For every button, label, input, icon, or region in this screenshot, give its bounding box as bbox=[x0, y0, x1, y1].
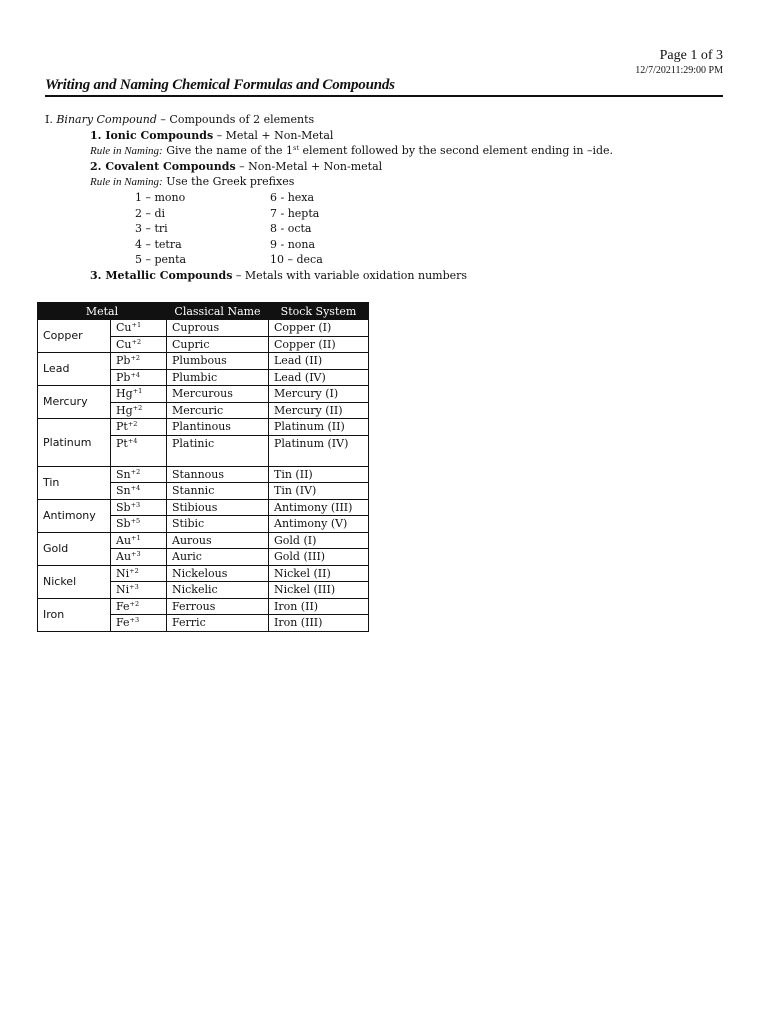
symbol-cell bbox=[111, 549, 167, 566]
metals-table bbox=[37, 302, 369, 632]
metallic-heading: 3. Metallic Compounds bbox=[90, 268, 233, 282]
classical-name: Cuprous bbox=[167, 320, 269, 337]
symbol-cell bbox=[111, 532, 167, 549]
classical-name: Mercuric bbox=[167, 402, 269, 419]
element-symbol: Sb bbox=[116, 517, 131, 530]
ionic-rule-text-a: Give the name of the 1 bbox=[162, 144, 294, 158]
charge: +2 bbox=[129, 599, 140, 608]
prefix-left: 5 – penta bbox=[135, 253, 187, 267]
table-row bbox=[38, 466, 369, 483]
print-date: 12/7/20211:29:00 PM bbox=[635, 65, 723, 76]
metal-name: Tin bbox=[38, 466, 111, 499]
symbol-cell bbox=[111, 336, 167, 353]
classical-name: Cupric bbox=[167, 336, 269, 353]
table-row bbox=[38, 499, 369, 516]
charge: +4 bbox=[127, 436, 138, 445]
stock-name: Gold (III) bbox=[269, 549, 369, 566]
metal-name: Nickel bbox=[38, 565, 111, 598]
prefix-right: 7 - hepta bbox=[270, 206, 320, 220]
title-divider bbox=[45, 95, 723, 97]
ionic-description: – Metal + Non-Metal bbox=[213, 128, 334, 142]
stock-name: Tin (II) bbox=[269, 466, 369, 483]
table-row bbox=[38, 419, 369, 436]
element-symbol: Ni bbox=[116, 566, 130, 580]
classical-name: Auric bbox=[167, 549, 269, 566]
section-number: I. bbox=[45, 113, 53, 126]
stock-name: Antimony (III) bbox=[269, 499, 369, 516]
table-header-row bbox=[38, 303, 369, 320]
symbol-cell bbox=[111, 483, 167, 500]
element-symbol: Sb bbox=[116, 500, 131, 514]
classical-name: Mercurous bbox=[167, 386, 269, 403]
element-symbol: Ni bbox=[116, 583, 130, 596]
table-row bbox=[38, 320, 369, 337]
classical-name: Platinic bbox=[167, 435, 269, 466]
document-title: Writing and Naming Chemical Formulas and Compounds bbox=[45, 77, 395, 93]
classical-name: Ferric bbox=[167, 615, 269, 632]
element-symbol: Hg bbox=[116, 403, 133, 417]
classical-name: Plumbic bbox=[167, 369, 269, 386]
element-symbol: Cu bbox=[116, 321, 132, 334]
prefix-right: 10 – deca bbox=[270, 253, 323, 267]
stock-name: Iron (II) bbox=[269, 598, 369, 615]
charge: +2 bbox=[130, 354, 141, 362]
symbol-cell bbox=[111, 615, 167, 632]
prefix-row bbox=[0, 206, 768, 222]
table-row bbox=[38, 565, 369, 582]
metal-name: Copper bbox=[38, 320, 111, 353]
element-symbol: Au bbox=[116, 550, 132, 563]
metallic-description: – Metals with variable oxidation numbers bbox=[232, 268, 468, 282]
classical-name: Stibic bbox=[167, 516, 269, 533]
stock-name: Lead (IV) bbox=[269, 369, 369, 386]
classical-name: Nickelous bbox=[167, 565, 269, 582]
element-symbol: Au bbox=[116, 533, 132, 547]
charge: +2 bbox=[129, 566, 139, 575]
classical-name: Stannous bbox=[167, 466, 269, 483]
stock-name: Antimony (V) bbox=[269, 516, 369, 533]
prefix-right: 6 - hexa bbox=[270, 190, 315, 204]
ionic-heading-line bbox=[0, 128, 768, 144]
prefix-row bbox=[0, 252, 768, 268]
stock-name: Copper (I) bbox=[269, 320, 369, 337]
element-symbol: Pb bbox=[116, 354, 131, 367]
ionic-rule-sup: st bbox=[293, 144, 299, 153]
charge: +1 bbox=[131, 533, 141, 542]
symbol-cell bbox=[111, 435, 167, 466]
stock-name: Iron (III) bbox=[269, 615, 369, 632]
document-body bbox=[0, 112, 768, 284]
element-symbol: Fe bbox=[116, 616, 130, 629]
section-binary-compound bbox=[0, 112, 768, 128]
covalent-rule-line bbox=[0, 174, 768, 190]
symbol-cell bbox=[111, 402, 167, 419]
element-symbol: Hg bbox=[116, 387, 133, 400]
classical-name: Plantinous bbox=[167, 419, 269, 436]
metal-name: Lead bbox=[38, 353, 111, 386]
symbol-cell bbox=[111, 582, 167, 599]
stock-name: Nickel (II) bbox=[269, 565, 369, 582]
symbol-cell bbox=[111, 499, 167, 516]
page-number: Page 1 of 3 bbox=[659, 48, 723, 63]
metallic-heading-line bbox=[0, 268, 768, 284]
classical-name: Aurous bbox=[167, 532, 269, 549]
table-row bbox=[38, 353, 369, 370]
element-symbol: Pt bbox=[116, 436, 128, 450]
prefix-right: 8 - octa bbox=[270, 222, 312, 236]
symbol-cell bbox=[111, 419, 167, 436]
metal-name: Antimony bbox=[38, 499, 111, 532]
charge: +2 bbox=[131, 337, 142, 346]
table-row bbox=[38, 598, 369, 615]
charge: +1 bbox=[132, 387, 143, 395]
ionic-rule-label: Rule in Naming: bbox=[90, 145, 163, 158]
stock-name: Copper (II) bbox=[269, 336, 369, 353]
table-row bbox=[38, 386, 369, 403]
charge: +3 bbox=[131, 550, 141, 558]
stock-name: Platinum (II) bbox=[269, 419, 369, 436]
charge: +2 bbox=[127, 420, 138, 428]
element-symbol: Pt bbox=[116, 420, 128, 433]
symbol-cell bbox=[111, 353, 167, 370]
charge: +4 bbox=[130, 484, 141, 492]
charge: +5 bbox=[130, 517, 141, 525]
stock-name: Platinum (IV) bbox=[269, 435, 369, 466]
element-symbol: Sn bbox=[116, 484, 131, 497]
covalent-rule-label: Rule in Naming: bbox=[90, 176, 163, 189]
symbol-cell bbox=[111, 565, 167, 582]
stock-name: Mercury (I) bbox=[269, 386, 369, 403]
charge: +4 bbox=[130, 370, 141, 379]
table-row bbox=[38, 532, 369, 549]
prefix-left: 3 – tri bbox=[135, 222, 168, 236]
symbol-cell bbox=[111, 598, 167, 615]
charge: +1 bbox=[131, 321, 142, 329]
element-symbol: Sn bbox=[116, 467, 131, 481]
prefix-right: 9 - nona bbox=[270, 237, 316, 251]
prefix-left: 1 – mono bbox=[135, 190, 186, 204]
ionic-rule-text-b: element followed by the second element ending in –ide. bbox=[299, 144, 614, 158]
header-stock-system: Stock System bbox=[269, 303, 369, 320]
classical-name: Stibious bbox=[167, 499, 269, 516]
classical-name: Ferrous bbox=[167, 598, 269, 615]
ionic-rule-line bbox=[0, 143, 768, 159]
symbol-cell bbox=[111, 466, 167, 483]
symbol-cell bbox=[111, 386, 167, 403]
symbol-cell bbox=[111, 369, 167, 386]
header-metal: Metal bbox=[38, 303, 167, 320]
prefix-left: 2 – di bbox=[135, 206, 166, 220]
element-symbol: Fe bbox=[116, 599, 130, 613]
charge: +3 bbox=[129, 583, 139, 591]
charge: +2 bbox=[132, 403, 143, 412]
metal-name: Gold bbox=[38, 532, 111, 565]
charge: +3 bbox=[130, 500, 141, 509]
section-description: – Compounds of 2 elements bbox=[156, 113, 315, 126]
stock-name: Gold (I) bbox=[269, 532, 369, 549]
covalent-heading: 2. Covalent Compounds bbox=[90, 159, 236, 173]
element-symbol: Cu bbox=[116, 337, 132, 351]
section-term: Binary Compound bbox=[56, 113, 157, 126]
charge: +3 bbox=[129, 616, 140, 624]
element-symbol: Pb bbox=[116, 370, 131, 384]
prefix-row bbox=[0, 237, 768, 253]
covalent-rule-text: Use the Greek prefixes bbox=[162, 175, 295, 189]
stock-name: Nickel (III) bbox=[269, 582, 369, 599]
metal-name: Mercury bbox=[38, 386, 111, 419]
covalent-description: – Non-Metal + Non-metal bbox=[235, 159, 383, 173]
stock-name: Mercury (II) bbox=[269, 402, 369, 419]
stock-name: Lead (II) bbox=[269, 353, 369, 370]
header-classical-name: Classical Name bbox=[167, 303, 269, 320]
symbol-cell bbox=[111, 516, 167, 533]
charge: +2 bbox=[130, 467, 141, 476]
metal-name: Platinum bbox=[38, 419, 111, 467]
ionic-heading: 1. Ionic Compounds bbox=[90, 128, 214, 142]
stock-name: Tin (IV) bbox=[269, 483, 369, 500]
prefix-left: 4 – tetra bbox=[135, 237, 182, 251]
symbol-cell bbox=[111, 320, 167, 337]
classical-name: Plumbous bbox=[167, 353, 269, 370]
prefix-row bbox=[0, 221, 768, 237]
classical-name: Stannic bbox=[167, 483, 269, 500]
metal-name: Iron bbox=[38, 598, 111, 631]
classical-name: Nickelic bbox=[167, 582, 269, 599]
covalent-heading-line bbox=[0, 159, 768, 175]
prefix-row bbox=[0, 190, 768, 206]
